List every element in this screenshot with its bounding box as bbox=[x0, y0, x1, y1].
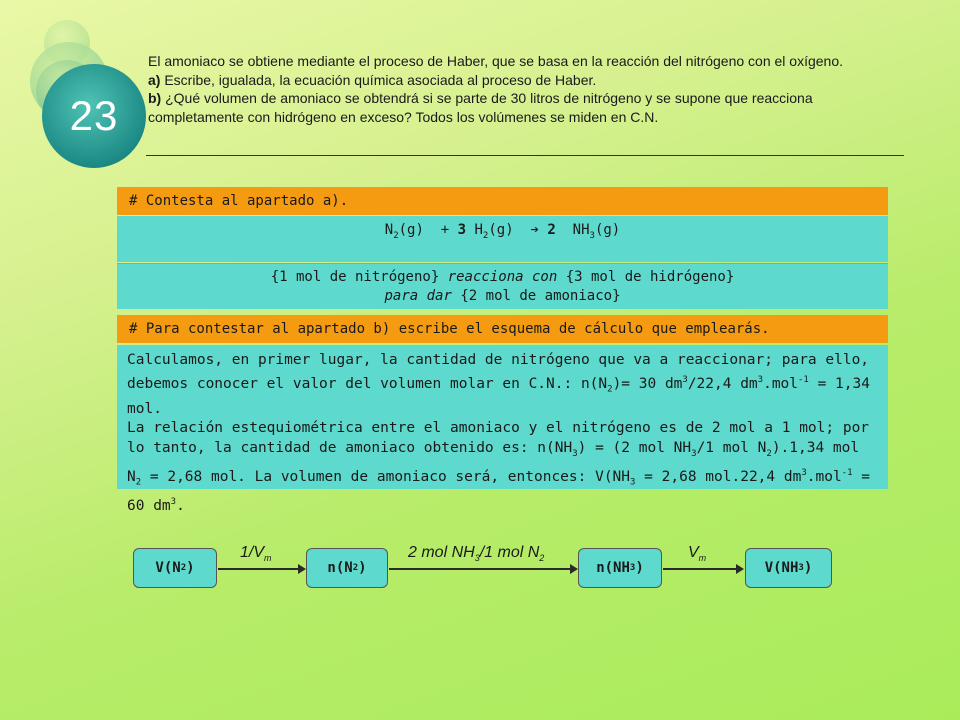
section-b-header: # Para contestar al apartado b) escribe el esquema de cálculo que emplearás. bbox=[117, 315, 888, 343]
part-b-text: b) ¿Qué volumen de amoniaco se obtendrá si se parte de 30 litros de nitrógeno y se supone que reacciona completamente con hidrógeno en exceso? Todos los volúmenes se miden en C.N. bbox=[148, 90, 813, 125]
node-v-nh3: V(NH 3 ) bbox=[745, 548, 832, 588]
node-n-nh3: n(NH 3 ) bbox=[578, 548, 662, 588]
label-molar-ratio: 2 mol $NH_3/1$ mol $N_2$ bbox=[408, 544, 545, 564]
part-a-text: a) Escribe, igualada, la ecuación química asociada al proceso de Haber. bbox=[148, 71, 597, 88]
stoichiometric-relation: {1 mol de nitrógeno} reacciona con {3 mol de hidrógeno} para dar {2 mol de amoniaco} bbox=[117, 263, 888, 309]
problem-statement bbox=[148, 52, 908, 126]
label-vm: $V_m$ bbox=[688, 544, 707, 564]
arrow-3 bbox=[663, 568, 742, 570]
slide-number: 23 bbox=[69, 92, 119, 139]
reaction-arrow-icon: ➔ bbox=[530, 222, 539, 238]
node-v-n2: V(N 2 ) bbox=[133, 548, 217, 588]
arrow-1 bbox=[218, 568, 304, 570]
arrow-2 bbox=[389, 568, 576, 570]
chemical-equation: $N_2(g) + 3$ $H_2(g)$ ➔ 2 $NH_3(g)$ bbox=[117, 216, 888, 262]
calculation-explanation: Calculamos, en primer lugar, la cantidad de nitrógeno que va a reaccionar; para ello, debemos conocer el valor del volumen molar en C.N.: $n(N_2)= 30$ $dm^3/22,4$ $dm^3.mol^{-1} = 1,34$ mol. La relación estequiométrica entre el amoniaco y el nitrógeno es de 2 mol a 1 mol; por lo tanto, la cantidad de amoniaco obtenido es: $n(NH_3) = (2$ mol $NH_3/1$ mol $N_2).1,34$ mol $N_2 = 2,68$ mol. La volumen de amoniaco será, entonces: $V(NH_3 = 2,68$ mol.22,4 $dm^3.mol^{-1} = 60$ $dm^3$. bbox=[117, 345, 888, 489]
section-a-header: # Contesta al apartado a). bbox=[117, 187, 888, 215]
divider bbox=[146, 155, 904, 156]
intro-text: El amoniaco se obtiene mediante el proceso de Haber, que se basa en la reacción del nitrógeno con el oxígeno. bbox=[148, 53, 844, 69]
node-n-n2: n(N 2 ) bbox=[306, 548, 388, 588]
label-1-over-vm: $1/V_m$ bbox=[240, 544, 272, 564]
